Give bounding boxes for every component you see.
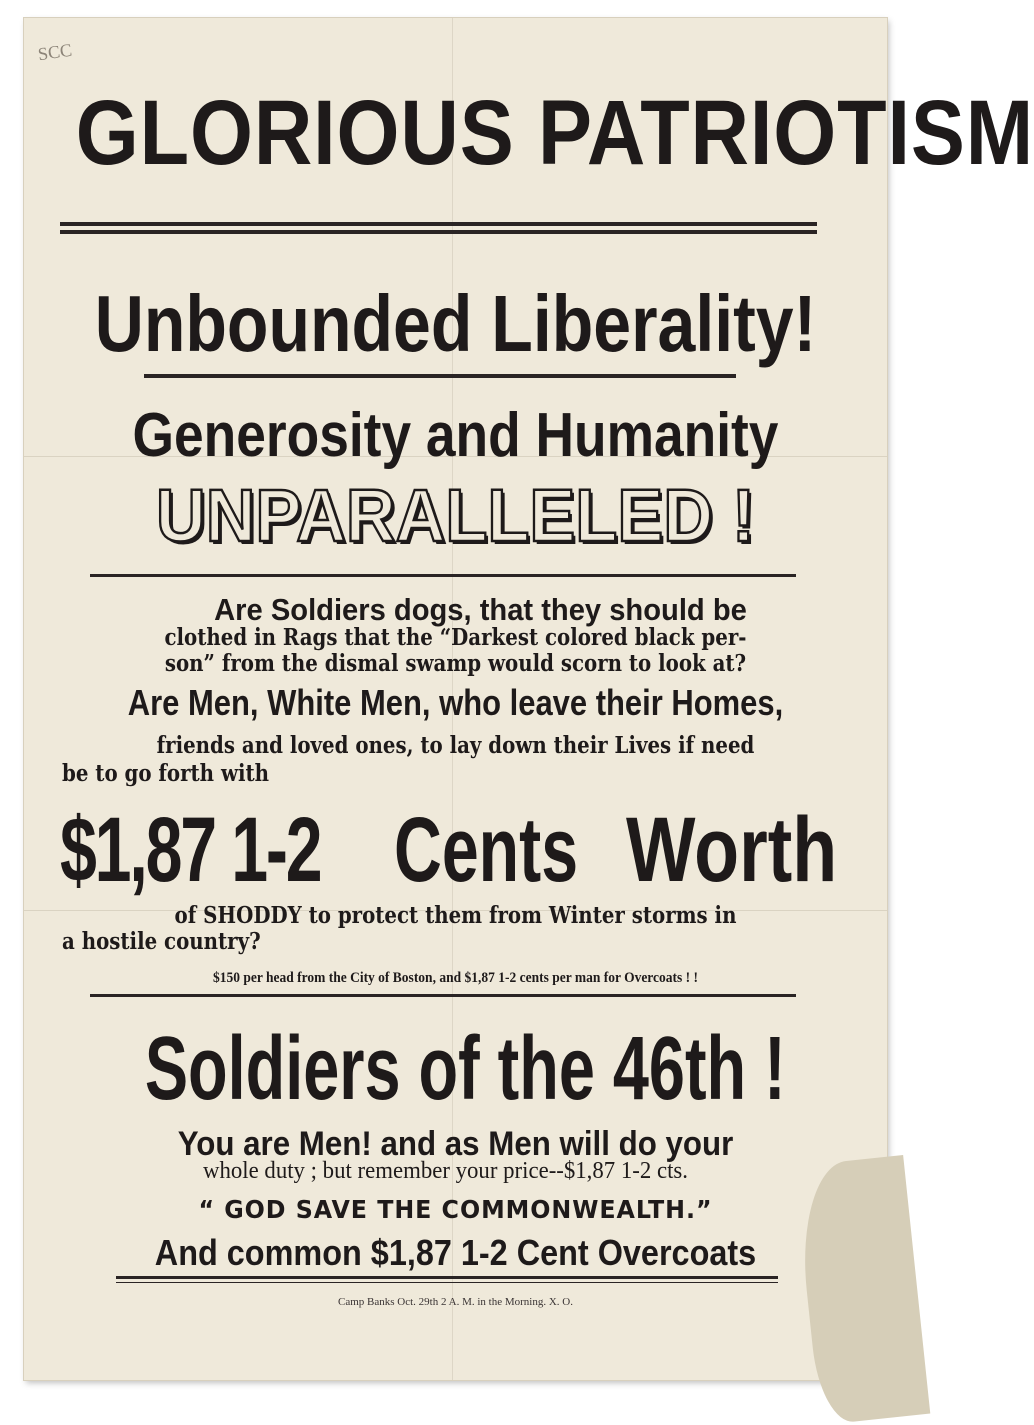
divider-rule — [90, 994, 796, 997]
common-overcoats-line: And common $1,87 1-2 Cent Overcoats — [154, 1232, 757, 1273]
whole-duty-line: whole duty ; but remember your price--$1,87 1-2 cts. — [202, 1158, 689, 1184]
divider-rule — [116, 1276, 778, 1279]
divider-rule — [60, 222, 817, 226]
loved-ones-line: friends and loved ones, to lay down their Lives if need — [156, 732, 755, 759]
margin-note: SCC — [36, 39, 74, 65]
dismal-swamp-line: son” from the dismal swamp would scorn to look at? — [164, 650, 747, 677]
divider-rule — [60, 230, 817, 234]
divider-rule — [144, 374, 736, 378]
soldiers-46th-heading: Soldiers of the 46th ! — [144, 1019, 786, 1119]
boston-note: $150 per head from the City of Boston, and $1,87 1-2 cents per man for Overcoats ! ! — [212, 970, 699, 986]
divider-rule — [116, 1282, 778, 1283]
divider-rule — [90, 574, 796, 577]
poster-sheet — [24, 18, 1034, 1380]
headline-unbounded-liberality: Unbounded Liberality! — [94, 279, 817, 368]
price-worth: Worth — [626, 799, 838, 901]
headline-generosity: Generosity and Humanity — [132, 401, 779, 470]
white-men-line: Are Men, White Men, who leave their Homes, — [127, 682, 784, 723]
price-amount: $1,87 1-2 — [60, 799, 321, 901]
you-are-men-line: You are Men! and as Men will do your — [177, 1125, 734, 1163]
soldiers-dogs-line: Are Soldiers dogs, that they should be — [214, 592, 747, 627]
rags-line: clothed in Rags that the “Darkest colored black per- — [164, 624, 747, 651]
headline-unparalleled: UNPARALLELED ! — [156, 474, 755, 557]
go-forth-line: be to go forth with — [62, 760, 270, 787]
poster-title: GLORIOUS PATRIOTISM — [75, 82, 1034, 184]
footer-note: Camp Banks Oct. 29th 2 A. M. in the Morning. X. O. — [338, 1296, 573, 1308]
price-cents: Cents — [394, 799, 579, 901]
shoddy-line: of SHODDY to protect them from Winter storms in — [174, 902, 737, 929]
hostile-country-line: a hostile country? — [62, 928, 261, 955]
god-save-commonwealth: “ GOD SAVE THE COMMONWEALTH.” — [198, 1195, 713, 1224]
